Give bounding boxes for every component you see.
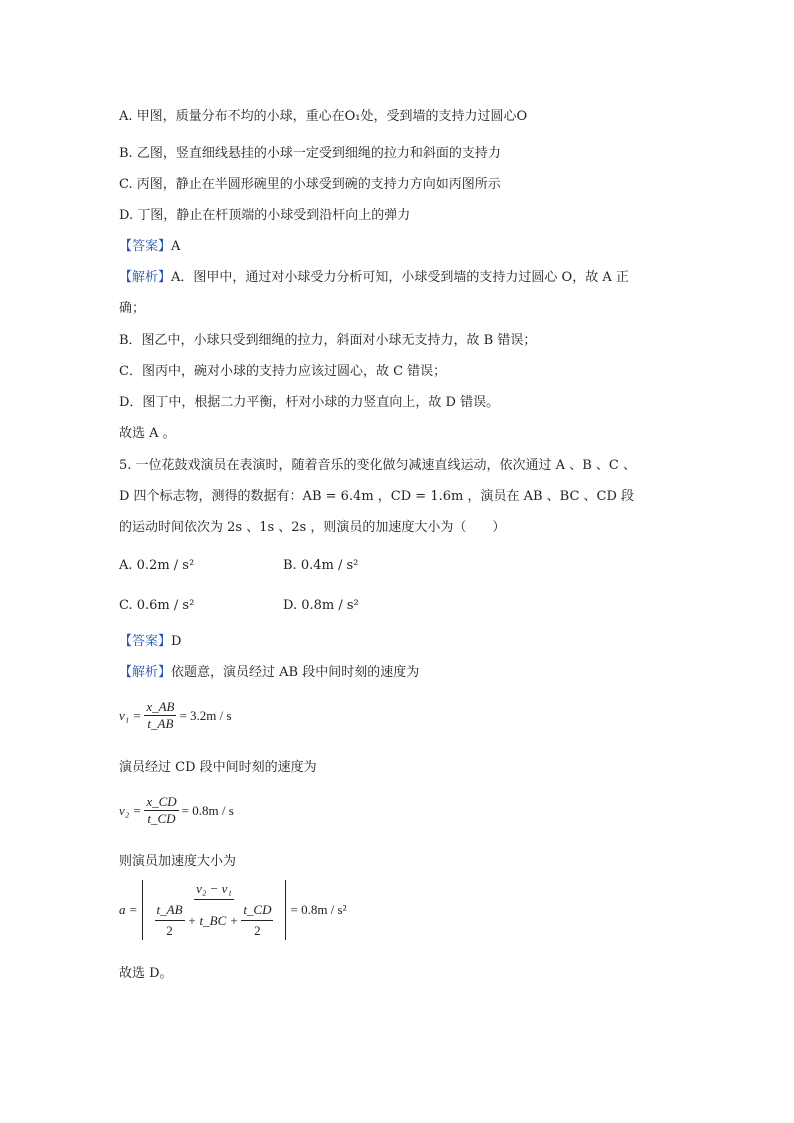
q5-answer: D	[171, 634, 182, 649]
eq1-lhs: v₁ =	[119, 707, 142, 723]
eq3-sub-num-cd: t_CD	[241, 903, 273, 921]
eq2-lhs: v₂ =	[119, 802, 142, 818]
q4-option-a: A. 甲图，质量分布不均的小球，重心在O₁处，受到墙的支持力过圆心O	[119, 109, 528, 124]
q4-analysis-1b: 确；	[119, 301, 146, 316]
q4-analysis-1: A．图甲中，通过对小球受力分析可知，小球受到墙的支持力过圆心 O，故 A 正	[171, 270, 629, 285]
q5-stem-1: 5. 一位花鼓戏演员在表演时，随着音乐的变化做匀减速直线运动，依次通过 A 、B 、C 、	[119, 458, 636, 473]
q5-options-row-2	[119, 597, 447, 615]
eq3-middle-term: + t_BC +	[187, 912, 239, 928]
eq1-rhs: = 3.2m / s	[179, 707, 232, 723]
eq3-fraction	[150, 882, 279, 938]
q4-analysis-2: B．图乙中，小球只受到细绳的拉力，斜面对小球无支持力，故 B 错误；	[119, 333, 537, 348]
q5-analysis-tag: 【解析】	[119, 665, 172, 680]
q5-conclusion: 故选 D。	[119, 966, 173, 981]
q5-option-b: B. 0.4m / s²	[283, 558, 359, 573]
equation-v1	[119, 700, 232, 731]
q5-option-a: A. 0.2m / s²	[119, 558, 195, 573]
q5-stem-2: D 四个标志物，测得的数据有：AB = 6.4m ，CD = 1.6m ，演员在 AB 、BC 、CD 段	[119, 489, 635, 504]
eq3-sub-den-ab: 2	[166, 923, 173, 938]
eq1-fraction	[144, 700, 176, 731]
q5-analysis-1: 依题意，演员经过 AB 段中间时刻的速度为	[171, 665, 420, 680]
q4-analysis-line-1	[119, 269, 629, 287]
q4-option-d: D. 丁图，静止在杆顶端的小球受到沿杆向上的弹力	[119, 208, 411, 223]
q4-option-b: B. 乙图，竖直细线悬挂的小球一定受到细绳的拉力和斜面的支持力	[119, 146, 501, 161]
q5-stem-3: 的运动时间依次为 2s 、1s 、2s ，则演员的加速度大小为（ ）	[119, 520, 506, 535]
q4-analysis-3: C．图丙中，碗对小球的支持力应该过圆心，故 C 错误；	[119, 364, 447, 379]
q5-options-row-1	[119, 557, 447, 575]
eq3-rhs: = 0.8m / s²	[290, 902, 347, 917]
eq3-absolute-value	[142, 880, 287, 940]
eq3-numerator: v₂ − v₁	[194, 882, 234, 900]
eq3-sub-fraction-cd	[241, 903, 273, 938]
q4-answer-line	[119, 238, 180, 256]
q5-option-d: D. 0.8m / s²	[283, 598, 359, 613]
q4-conclusion: 故选 A 。	[119, 426, 176, 441]
q5-analysis-2: 演员经过 CD 段中间时刻的速度为	[119, 760, 317, 775]
eq3-denominator	[150, 900, 279, 938]
equation-v2	[119, 795, 234, 826]
q4-answer-tag: 【答案】	[119, 239, 172, 254]
eq1-denominator: t_AB	[147, 716, 174, 731]
eq3-sub-fraction-ab	[155, 903, 185, 938]
q4-analysis-tag: 【解析】	[119, 270, 172, 285]
q5-answer-line	[119, 633, 181, 651]
eq2-fraction	[144, 795, 178, 826]
q4-option-c: C. 丙图，静止在半圆形碗里的小球受到碗的支持力方向如丙图所示	[119, 177, 501, 192]
q5-option-c: C. 0.6m / s²	[119, 598, 195, 613]
q5-answer-tag: 【答案】	[119, 634, 172, 649]
eq3-sub-num-ab: t_AB	[155, 903, 185, 921]
eq3-lhs: a =	[119, 902, 138, 917]
q5-analysis-line-1	[119, 664, 419, 682]
eq2-rhs: = 0.8m / s	[181, 802, 234, 818]
eq1-numerator: x_AB	[146, 699, 175, 714]
eq2-numerator: x_CD	[146, 794, 177, 809]
eq2-denominator: t_CD	[147, 811, 176, 826]
q4-analysis-4: D．图丁中，根据二力平衡，杆对小球的力竖直向上，故 D 错误。	[119, 395, 500, 410]
equation-acceleration	[119, 880, 347, 940]
q4-answer: A	[171, 239, 181, 254]
q5-analysis-3: 则演员加速度大小为	[119, 854, 237, 869]
eq3-sub-den-cd: 2	[254, 923, 261, 938]
